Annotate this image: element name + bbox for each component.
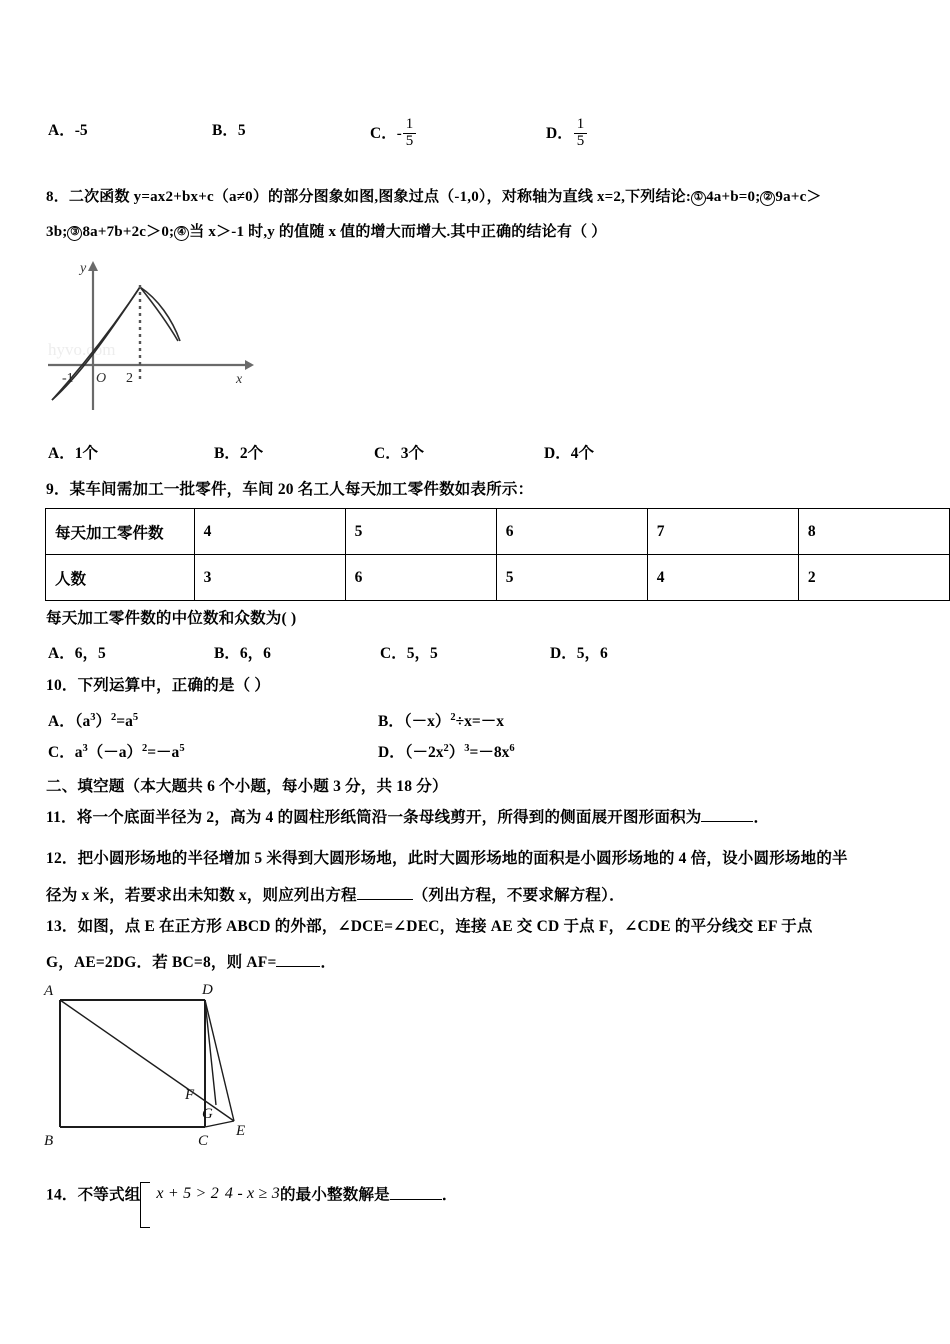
q10-option-a-base1: （a [74, 713, 91, 730]
q9-stem-text: 某车间需加工一批零件，车间 20 名工人每天加工零件数如表所示： [69, 481, 534, 498]
q9-option-a-text: 6，5 [74, 645, 106, 662]
q9-option-c-letter: C． [380, 645, 407, 662]
q10-options-row-2 [48, 740, 948, 770]
q10-option-d[interactable] [378, 740, 515, 762]
table-cell: 6 [345, 555, 496, 601]
table-row [46, 509, 950, 555]
q8-option-b-letter: B． [214, 445, 240, 462]
q12-stem-line2 [46, 888, 625, 904]
q10-option-c-letter: C． [48, 744, 75, 761]
q13-line2-after: ． [320, 954, 337, 971]
q14-answer-blank[interactable] [390, 1199, 442, 1200]
q10-option-c-exp2: 2 [141, 742, 148, 754]
q7-option-a-value: -5 [74, 122, 88, 139]
table-row-label-person-count: 人数 [46, 555, 195, 601]
q8-marker-3: ③ [67, 226, 82, 241]
q10-option-d-exp3: 6 [509, 742, 515, 754]
vertex-label-B: B [44, 1133, 54, 1149]
q9-number: 9． [46, 481, 70, 498]
segment-AE [60, 1000, 234, 1121]
q7-option-d-denominator: 5 [574, 133, 588, 150]
q7-option-c-sign: - [396, 125, 402, 142]
q11-text-after: ． [753, 809, 770, 826]
q14-text-end: ． [441, 1186, 458, 1204]
q7-option-d[interactable] [546, 118, 588, 151]
q7-option-a-letter: A． [48, 122, 75, 139]
q11-text-before: 将一个底面半径为 2，高为 4 的圆柱形纸筒沿一条母线剪开，所得到的侧面展开图形面积为 [76, 809, 702, 826]
q9-option-c[interactable] [380, 641, 438, 663]
q9-data-table [45, 508, 950, 601]
q11-answer-blank[interactable] [701, 821, 753, 822]
q8-parabola-figure [40, 255, 260, 415]
q8-option-a-text: 1个 [74, 445, 98, 462]
q14-number: 14． [46, 1186, 78, 1204]
q9-option-c-text: 5，5 [406, 645, 438, 662]
q10-option-c-exp3: 5 [179, 742, 185, 754]
q10-option-b-letter: B． [378, 713, 404, 730]
table-cell: 4 [194, 509, 345, 555]
segment-DG-bisector [205, 1000, 216, 1105]
q10-option-d-base1: （－2x [404, 744, 444, 761]
q7-option-b-letter: B． [212, 122, 238, 139]
y-axis-label: y [80, 261, 87, 276]
q7-option-d-numerator: 1 [576, 116, 585, 132]
q8-number: 8． [46, 189, 69, 205]
q8-stem-line2-part-c: 当 x＞-1 时,y 的值随 x 值的增大而增大.其中正确的结论有（ ） [189, 224, 607, 240]
q9-sub-question: 每天加工零件数的中位数和众数为( ) [46, 610, 297, 627]
vertex-label-E: E [236, 1123, 246, 1139]
q10-option-b-base2: ÷x=－x [455, 713, 504, 730]
q10-option-d-letter: D． [378, 744, 405, 761]
q10-option-a-base2: ） [95, 713, 111, 730]
q10-option-b-base1: （－x） [403, 713, 451, 730]
q7-option-c[interactable] [370, 118, 417, 151]
table-cell: 2 [798, 555, 949, 601]
q14-text-after: 的最小整数解是 [279, 1186, 390, 1204]
table-row-label-parts-per-day: 每天加工零件数 [46, 509, 195, 555]
q10-stem-text: 下列运算中，正确的是（ ） [77, 677, 271, 694]
q7-option-c-letter: C． [370, 124, 397, 142]
q8-stem-line1-part-c: 9a+c＞ [775, 189, 822, 205]
q8-option-a[interactable] [48, 441, 98, 463]
q10-option-c-base1: a [74, 744, 83, 761]
q10-stem [46, 678, 270, 694]
q8-marker-4: ④ [174, 226, 189, 241]
q8-option-b-text: 2个 [239, 445, 264, 462]
q9-option-d[interactable] [550, 641, 608, 663]
q9-option-a[interactable] [48, 641, 106, 663]
q13-geometry-figure [30, 975, 270, 1155]
table-cell: 5 [496, 555, 647, 601]
q13-stem-line1 [46, 919, 813, 935]
q11-number: 11． [46, 809, 77, 826]
tick-label-minus-1: -1 [62, 371, 74, 386]
q8-option-c-letter: C． [374, 445, 401, 462]
q10-option-a[interactable] [48, 709, 138, 731]
q8-option-c[interactable] [374, 441, 424, 463]
q7-option-b-value: 5 [237, 122, 246, 139]
q7-option-b[interactable] [212, 118, 246, 140]
q8-option-b[interactable] [214, 441, 263, 463]
segment-DE [205, 1000, 234, 1121]
q9-option-b-letter: B． [214, 645, 240, 662]
q10-option-c-base3: =－a [147, 744, 180, 761]
q9-option-b-text: 6，6 [239, 645, 271, 662]
watermark-text: hyvo.com [48, 340, 116, 359]
q8-stem-line1 [46, 190, 822, 206]
q11-stem [46, 810, 769, 826]
q8-option-c-text: 3个 [400, 445, 424, 462]
q14-text-before: 不等式组 [77, 1186, 141, 1204]
q8-stem-line1-part-b: 4a+b=0; [706, 189, 761, 205]
q7-option-a[interactable] [48, 118, 88, 140]
q13-number: 13． [46, 918, 78, 935]
q7-option-d-fraction [574, 117, 588, 150]
origin-label: O [96, 371, 107, 386]
q10-number: 10． [46, 677, 78, 694]
table-cell: 3 [194, 555, 345, 601]
q14-inequality-system [140, 1183, 280, 1205]
q8-marker-1: ① [691, 191, 706, 206]
q12-line1-text: 把小圆形场地的半径增加 5 米得到大圆形场地，此时大圆形场地的面积是小圆形场地的 4 倍，设小圆形场地的半 [77, 850, 848, 867]
q14-inequality-line-1: x + 5 > 2 [156, 1185, 219, 1202]
brace-icon [140, 1182, 150, 1228]
q10-option-a-exp1: 3 [90, 711, 96, 723]
vertex-label-G: G [202, 1106, 213, 1122]
section-2-heading: 二、填空题（本大题共 6 个小题，每小题 3 分，共 18 分） [46, 778, 448, 795]
q10-option-d-exp2: 3 [464, 742, 470, 754]
q12-stem-line1 [46, 851, 848, 867]
q8-options-row [48, 441, 948, 471]
q8-stem-line2 [46, 225, 606, 241]
q9-option-d-letter: D． [550, 645, 577, 662]
q9-stem [46, 482, 533, 498]
vertex-label-A: A [44, 983, 54, 999]
vertex-label-D: D [202, 982, 213, 998]
q8-stem-line2-part-b: 8a+7b+2c＞0; [82, 224, 175, 240]
q8-marker-2: ② [760, 191, 775, 206]
vertex-label-C: C [198, 1133, 209, 1149]
q10-option-b-exp1: 2 [450, 711, 456, 723]
x-axis-label: x [236, 372, 243, 387]
q9-option-b[interactable] [214, 641, 271, 663]
q7-options-row [48, 118, 948, 148]
q7-option-c-denominator: 5 [403, 133, 417, 150]
q7-option-d-letter: D． [546, 124, 573, 142]
q12-number: 12． [46, 850, 78, 867]
table-row [46, 555, 950, 601]
q13-geometry-svg [30, 975, 270, 1155]
q7-option-c-numerator: 1 [405, 116, 414, 132]
table-cell: 5 [345, 509, 496, 555]
q10-option-c[interactable] [48, 740, 185, 762]
vertex-label-F: F [185, 1087, 195, 1103]
q8-option-d-text: 4个 [570, 445, 594, 462]
y-axis-arrow [88, 261, 98, 271]
q8-option-a-letter: A． [48, 445, 75, 462]
q13-line1-text: 如图，点 E 在正方形 ABCD 的外部，∠DCE=∠DEC，连接 AE 交 CD 于点 F，∠CDE 的平分线交 EF 于点 [77, 918, 813, 935]
q8-option-d-letter: D． [544, 445, 571, 462]
q9-options-row [48, 641, 948, 671]
q8-option-d[interactable] [544, 441, 594, 463]
table-cell: 4 [647, 555, 798, 601]
q7-option-c-fraction [403, 117, 417, 150]
table-cell: 7 [647, 509, 798, 555]
q14-inequality-line-2: 4 - x ≥ 3 [224, 1185, 280, 1202]
q13-stem-line2 [46, 955, 336, 971]
q10-option-a-exp2: 2 [110, 711, 117, 723]
q13-line2-before: G，AE=2DG．若 BC=8，则 AF= [46, 954, 277, 971]
q10-option-a-exp3: 5 [132, 711, 139, 723]
q10-option-a-base3: =a [116, 713, 133, 730]
table-cell: 6 [496, 509, 647, 555]
q10-options-row-1 [48, 709, 948, 739]
q12-line2-after: （列出方程，不要求解方程）． [412, 887, 625, 904]
q8-stem-line1-part-a: 二次函数 y=ax2+bx+c（a≠0）的部分图象如图,图象过点（-1,0），对称轴为直线 x=2,下列结论: [68, 189, 692, 205]
q14-stem [46, 1185, 458, 1207]
q12-line2-before: 径为 x 米，若要求出未知数 x，则应列出方程 [46, 887, 357, 904]
q10-option-b[interactable] [378, 709, 504, 731]
q10-option-d-exp1: 2 [443, 742, 449, 754]
tick-label-2: 2 [126, 371, 133, 386]
q8-stem-line2-part-a: 3b; [46, 224, 68, 240]
x-axis-arrow [245, 360, 254, 370]
q10-option-c-exp1: 3 [82, 742, 88, 754]
q8-parabola-svg [40, 255, 260, 415]
q10-option-c-base2: （－a） [87, 744, 142, 761]
q9-option-a-letter: A． [48, 645, 75, 662]
q10-option-d-base2: ） [448, 744, 465, 761]
q10-option-a-letter: A． [48, 713, 75, 730]
table-cell: 8 [798, 509, 949, 555]
q10-option-d-base3: =－8x [469, 744, 510, 761]
q9-option-d-text: 5，6 [576, 645, 608, 662]
q12-answer-blank[interactable] [357, 899, 413, 900]
q13-answer-blank[interactable] [276, 966, 320, 967]
